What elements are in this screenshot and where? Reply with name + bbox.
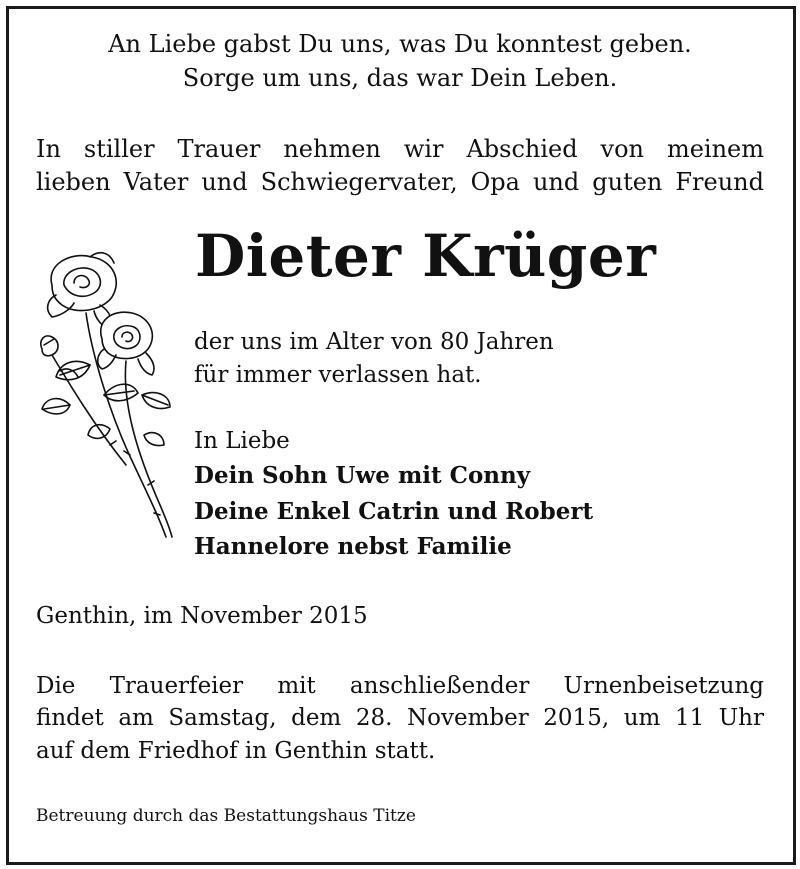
signature-line-2: Deine Enkel Catrin und Robert — [194, 498, 594, 525]
place-date: Genthin, im November 2015 — [36, 603, 368, 629]
signature-line-1: Dein Sohn Uwe mit Conny — [194, 462, 531, 489]
quote-line-1: An Liebe gabst Du uns, was Du konntest geben. — [108, 30, 692, 58]
signature-intro: In Liebe — [194, 428, 290, 454]
rose-icon — [30, 245, 190, 545]
intro-line-1: In stiller Trauer nehmen wir Abschied von meinem — [36, 135, 764, 163]
quote-line-2: Sorge um uns, das war Dein Leben. — [182, 64, 618, 92]
body-line-1: der uns im Alter von 80 Jahren — [194, 329, 554, 355]
funeral-line-1: Die Trauerfeier mit anschließender Urnenbeisetzung — [36, 673, 764, 699]
rose-bloom-top — [48, 253, 117, 329]
footer-note: Betreuung durch das Bestattungshaus Titze — [36, 806, 416, 826]
funeral-line-3: auf dem Friedhof in Genthin statt. — [36, 738, 436, 764]
body-line-2: für immer verlassen hat. — [194, 362, 482, 388]
deceased-name: Dieter Krüger — [195, 222, 657, 290]
intro-line-2: lieben Vater und Schwiegervater, Opa und guten Freund — [36, 168, 764, 196]
signature-line-3: Hannelore nebst Familie — [194, 533, 512, 560]
funeral-line-2: findet am Samstag, dem 28. November 2015, um 11 Uhr — [36, 705, 764, 731]
